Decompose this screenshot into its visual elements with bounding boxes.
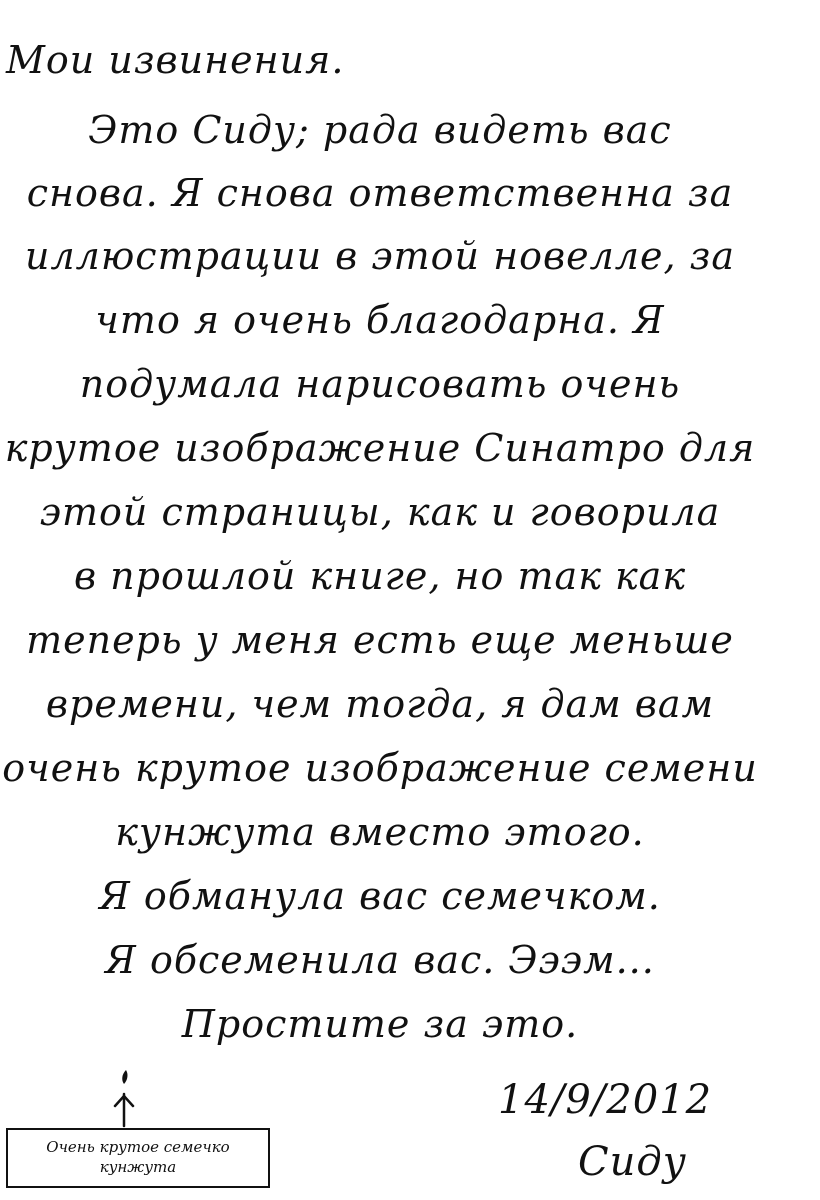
seed-caption-box [6,1128,270,1188]
note-line-10: времени, чем тогда, я дам вам [45,682,715,726]
note-signature: Сиду [578,1139,687,1185]
note-line-8: в прошлой книге, но так как [73,554,687,598]
sesame-seed-icon [100,1068,150,1128]
seed-caption-line-2: кунжута [99,1158,177,1176]
note-line-4: что я очень благодарна. Я [95,298,665,342]
note-line-12: кунжута вместо этого. [115,810,645,854]
note-line-6: крутое изображение Синатро для [4,426,756,470]
note-line-5: подумала нарисовать очень [79,362,681,406]
note-line-3: иллюстрации в этой новелле, за [24,234,736,278]
note-line-11: очень крутое изображение семени [2,746,758,790]
note-line-9: теперь у меня есть еще меньше [26,618,734,662]
note-line-13: Я обманула вас семечком. [99,874,661,918]
seed-caption-line-1: Очень крутое семечко [46,1138,230,1156]
note-line-1: Это Сиду; рада видеть вас [88,108,672,152]
note-line-2: снова. Я снова ответственна за [26,171,734,215]
note-date: 14/9/2012 [498,1077,713,1123]
note-line-7: этой страницы, как и говорила [39,490,721,534]
sesame-seed-illustration [100,1068,150,1128]
note-heading: Мои извинения. [6,38,345,82]
note-line-14: Я обсеменила вас. Эээм... [105,938,655,982]
note-line-15: Простите за это. [181,1002,579,1046]
